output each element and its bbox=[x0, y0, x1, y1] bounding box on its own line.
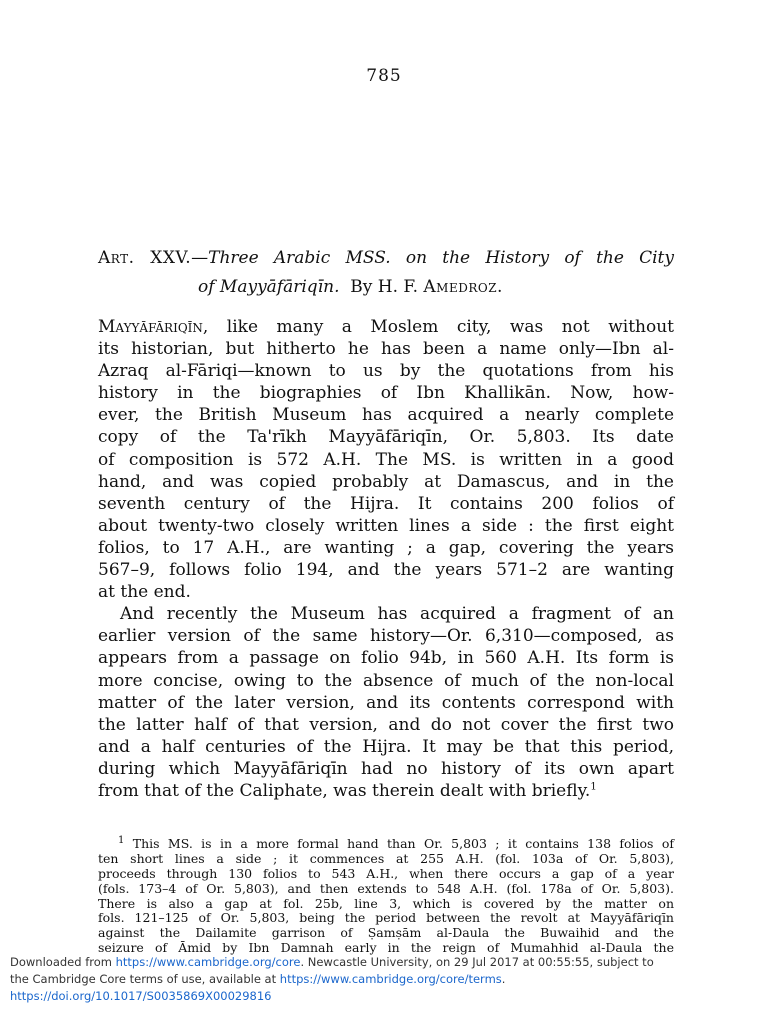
paragraph-line: matter of the later version, and its contents correspond with bbox=[98, 692, 674, 713]
download-line-1 bbox=[10, 954, 762, 971]
paragraph-line: and a half centuries of the Hijra. It may be that this period, bbox=[98, 736, 674, 757]
article-number: Art. XXV. bbox=[98, 248, 192, 268]
paragraph-line: folios, to 17 A.H., are wanting ; a gap, covering the years bbox=[98, 537, 674, 558]
footnote-line: proceeds through 130 folios to 543 A.H., when there occurs a gap of a year bbox=[98, 865, 674, 881]
paragraph-line: appears from a passage on folio 94b, in 560 A.H. Its form is bbox=[98, 648, 674, 669]
paragraph-line: seventh century of the Hijra. It contains 200 folios of bbox=[98, 493, 674, 514]
download-line-2 bbox=[10, 971, 762, 988]
cambridge-core-link[interactable]: https://www.cambridge.org/core bbox=[115, 955, 301, 969]
title-text-1: —Three Arabic MSS. on the History of the City bbox=[191, 248, 674, 268]
author-name: Amedroz. bbox=[423, 277, 503, 297]
page-number: 785 bbox=[366, 66, 402, 86]
footnote-line: against the Dailamite garrison of Ṣamṣām al-Daula the Buwaihid and the bbox=[98, 925, 674, 941]
footnote-line: fols. 121–125 of Or. 5,803, being the period between the revolt at Mayyāfāriqīn bbox=[98, 910, 674, 926]
paragraph-line: copy of the Ta'rīkh Mayyāfāriqīn, Or. 5,803. Its date bbox=[98, 427, 674, 448]
title-by: By H. F. bbox=[350, 277, 418, 297]
paragraph-line: ever, the British Museum has acquired a nearly complete bbox=[98, 405, 674, 426]
paragraph-line: earlier version of the same history—Or. 6,310—composed, as bbox=[98, 626, 674, 647]
paragraph-line: And recently the Museum has acquired a fragment of an bbox=[120, 604, 674, 625]
line-text: , like many a Moslem city, was not without bbox=[202, 317, 674, 337]
title-line-1 bbox=[98, 244, 674, 273]
doi-link[interactable]: https://doi.org/10.1017/S0035869X00029816 bbox=[10, 989, 272, 1003]
paragraph-line bbox=[98, 316, 674, 338]
paragraph-line: at the end. bbox=[98, 582, 191, 603]
paragraph-line bbox=[98, 780, 674, 802]
title-text-2: of Mayyāfāriqīn. bbox=[198, 277, 340, 297]
footnote-line: (fols. 173–4 of Or. 5,803), and then extends to 548 A.H. (fol. 178a of Or. 5,803). bbox=[98, 880, 674, 896]
footnote-line: There is also a gap at fol. 25b, line 3, which is covered by the matter on bbox=[98, 895, 674, 911]
download-line-3 bbox=[10, 988, 762, 1005]
footnote-line: seizure of Āmid by Ibn Damnah early in the reign of Mumahhid al-Daula the bbox=[98, 940, 674, 956]
footnote bbox=[98, 834, 674, 956]
footnote-line: ten short lines a side ; it commences at 255 A.H. (fol. 103a of Or. 5,803), bbox=[98, 850, 674, 866]
paragraph-line: the latter half of that version, and do not cover the first two bbox=[98, 714, 674, 735]
paragraph-line: Azraq al-Fāriqi—known to us by the quotations from his bbox=[98, 361, 674, 382]
footnote-line bbox=[98, 834, 674, 852]
download-middle: . Newcastle University, on 29 Jul 2017 at 00:55:55, subject to bbox=[300, 955, 654, 969]
download-prefix: Downloaded from bbox=[10, 955, 116, 969]
line-text: from that of the Caliphate, was therein dealt with briefly. bbox=[98, 780, 591, 801]
terms-link[interactable]: https://www.cambridge.org/core/terms bbox=[279, 972, 502, 986]
paragraph-line: of composition is 572 A.H. The MS. is written in a good bbox=[98, 449, 674, 470]
line-text: This MS. is in a more formal hand than Or. 5,803 ; it contains 138 folios of bbox=[132, 836, 674, 851]
terms-suffix: . bbox=[501, 972, 506, 986]
download-notice bbox=[10, 954, 762, 1005]
lead-word: Mayyāfāriqīn bbox=[98, 317, 203, 337]
body-text bbox=[98, 316, 674, 802]
footnote-marker[interactable]: 1 bbox=[590, 781, 597, 793]
paragraph-line: 567–9, follows folio 194, and the years 571–2 are wanting bbox=[98, 560, 674, 581]
terms-prefix: the Cambridge Core terms of use, available at bbox=[10, 972, 280, 986]
footnote-number: 1 bbox=[118, 834, 125, 846]
paragraph-line: hand, and was copied probably at Damascus, and in the bbox=[98, 471, 674, 492]
article-title bbox=[98, 244, 674, 302]
title-line-2 bbox=[98, 273, 674, 302]
paragraph-line: during which Mayyāfāriqīn had no history of its own apart bbox=[98, 758, 674, 779]
paragraph-line: more concise, owing to the absence of much of the non-local bbox=[98, 670, 674, 691]
paragraph-line: about twenty-two closely written lines a side : the first eight bbox=[98, 515, 674, 536]
paragraph-line: history in the biographies of Ibn Khallikān. Now, how- bbox=[98, 383, 674, 404]
paragraph-line: its historian, but hitherto he has been a name only—Ibn al- bbox=[98, 339, 674, 360]
